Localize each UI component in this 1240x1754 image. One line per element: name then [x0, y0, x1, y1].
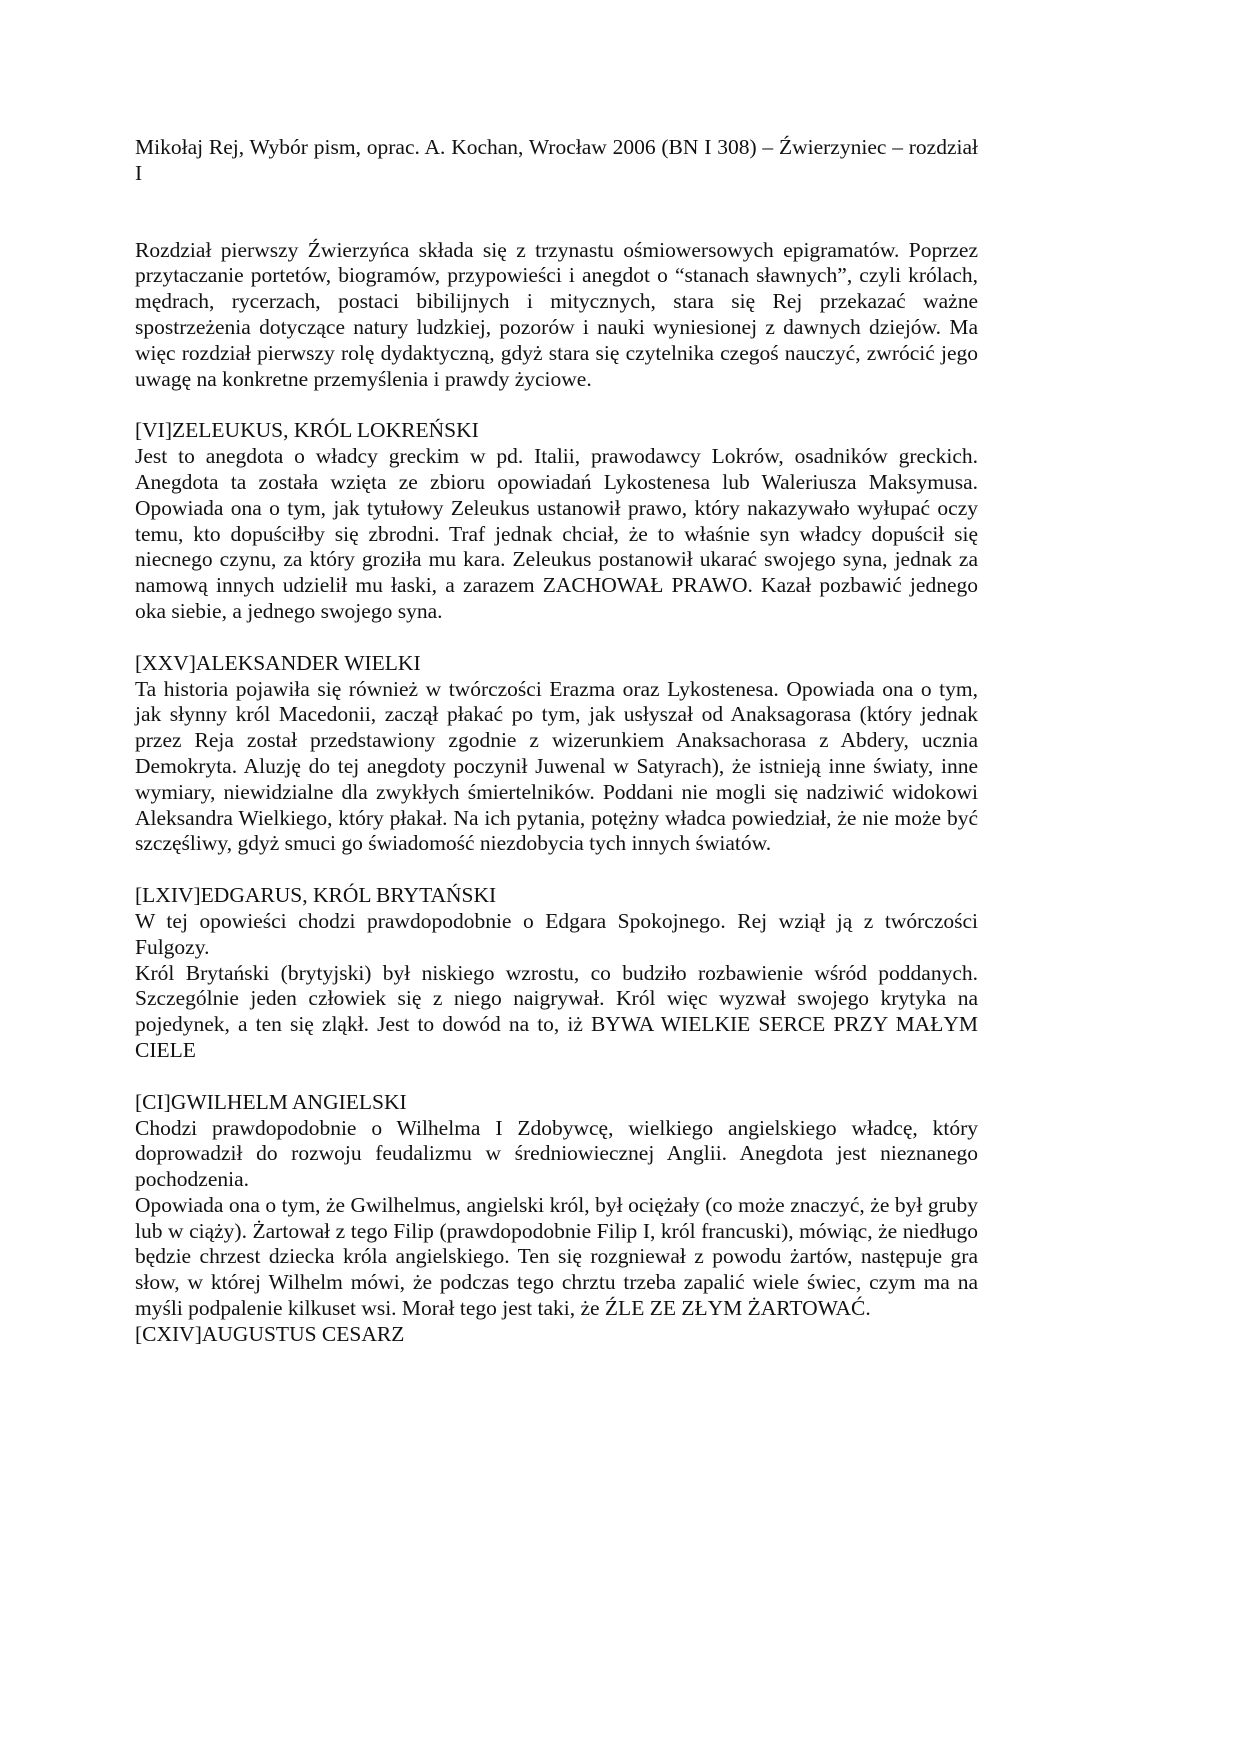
section-paragraph: Jest to anegdota o władcy greckim w pd. Italii, prawodawcy Lokrów, osadników greckich. Anegdota ta została wzięta ze zbioru opowiadań Lykostenesa lub Waleriusza Maksymusa. Opowiada ona o tym, jak tytułowy Zeleukus ustanowił prawo, który nakazywało wyłupać oczy temu, kto dopuściłby się zbrodni. Traf jednak chciał, że to właśnie syn władcy dopuścił się niecnego czynu, za który groziła mu kara. Zeleukus postanowił ukarać swojego syna, jednak za namową innych udzielił mu łaski, a zarazem ZACHOWAŁ PRAWO. Kazał pozbawić jednego oka siebie, a jednego swojego syna. [135, 444, 978, 623]
section-heading: [CI]GWILHELM ANGIELSKI [135, 1089, 407, 1114]
section-heading: [LXIV]EDGARUS, KRÓL BRYTAŃSKI [135, 883, 497, 908]
spacer [135, 392, 978, 418]
section-paragraph: W tej opowieści chodzi prawdopodobnie o Edgara Spokojnego. Rej wziął ją z twórczości Fulgozy. [135, 908, 978, 959]
section-heading: [CXIV]AUGUSTUS CESARZ [135, 1321, 405, 1346]
section-heading: [VI]ZELEUKUS, KRÓL LOKREŃSKI [135, 418, 479, 443]
section-augustus [135, 1322, 978, 1348]
section-gwilhelm [135, 1090, 978, 1322]
section-heading: [XXV]ALEKSANDER WIELKI [135, 650, 421, 675]
section-aleksander-wielki [135, 651, 978, 857]
section-paragraph: Król Brytański (brytyjski) był niskiego wzrostu, co budziło rozbawienie wśród poddanych. Szczególnie jeden człowiek się z niego naigrywał. Król więc wyzwał swojego krytyka na pojedynek, a ten się zląkł. Jest to dowód na to, iż BYWA WIELKIE SERCE PRZY MAŁYM CIELE [135, 960, 978, 1062]
section-paragraph: Chodzi prawdopodobnie o Wilhelma I Zdobywcę, wielkiego angielskiego władcę, który doprowadził do rozwoju feudalizmu w średniowiecznej Anglii. Anegdota jest nieznanego pochodzenia. [135, 1115, 978, 1192]
spacer [135, 625, 978, 651]
intro-paragraph: Rozdział pierwszy Źwierzyńca składa się z trzynastu ośmiowersowych epigramatów. Poprzez przytaczanie portetów, biogramów, przypowieści i anegdot o “stanach sławnych”, czyli królach, mędrach, rycerzach, postaci bibilijnych i mitycznych, stara się Rej przekazać ważne spostrzeżenia dotyczące natury ludzkiej, pozorów i nauki wyniesionej z dawnych dziejów. Ma więc rozdział pierwszy rolę dydaktyczną, gdyż stara się czytelnika czegoś nauczyć, zwrócić jego uwagę na konkretne przemyślenia i prawdy życiowe. [135, 237, 978, 391]
spacer [135, 187, 978, 238]
spacer [135, 857, 978, 883]
section-edgarus [135, 883, 978, 1064]
section-zeleukus [135, 418, 978, 624]
bibliographic-citation: Mikołaj Rej, Wybór pism, oprac. A. Kochan, Wrocław 2006 (BN I 308) – Źwierzyniec – rozdział I [135, 135, 978, 185]
spacer [135, 1064, 978, 1090]
document-page [135, 135, 978, 1348]
section-paragraph: Ta historia pojawiła się również w twórczości Erazma oraz Lykostenesa. Opowiada ona o tym, jak słynny król Macedonii, zaczął płakać po tym, jak usłyszał od Anaksagorasa (który jednak przez Reja został przedstawiony zgodnie z wizerunkiem Anaksachorasa z Abdery, ucznia Demokryta. Aluzję do tej anegdoty poczynił Juwenal w Satyrach), że istnieją inne światy, inne wymiary, niewidzialne dla zwykłych śmiertelników. Poddani nie mogli się nadziwić widokowi Aleksandra Wielkiego, który płakał. Na ich pytania, potężny władca powiedział, że nie może być szczęśliwy, gdyż smuci go świadomość niezdobycia tych innych światów. [135, 676, 978, 856]
section-paragraph: Opowiada ona o tym, że Gwilhelmus, angielski król, był ociężały (co może znaczyć, że był gruby lub w ciąży). Żartował z tego Filip (prawdopodobnie Filip I, król francuski), mówiąc, że niedługo będzie chrzest dziecka króla angielskiego. Ten się rozgniewał z powodu żartów, następuje gra słow, w której Wilhelm mówi, że podczas tego chrztu trzeba zapalić wiele świec, czym ma na myśli podpalenie kilkuset wsi. Morał tego jest taki, że ŹLE ZE ZŁYM ŻARTOWAĆ. [135, 1192, 978, 1321]
